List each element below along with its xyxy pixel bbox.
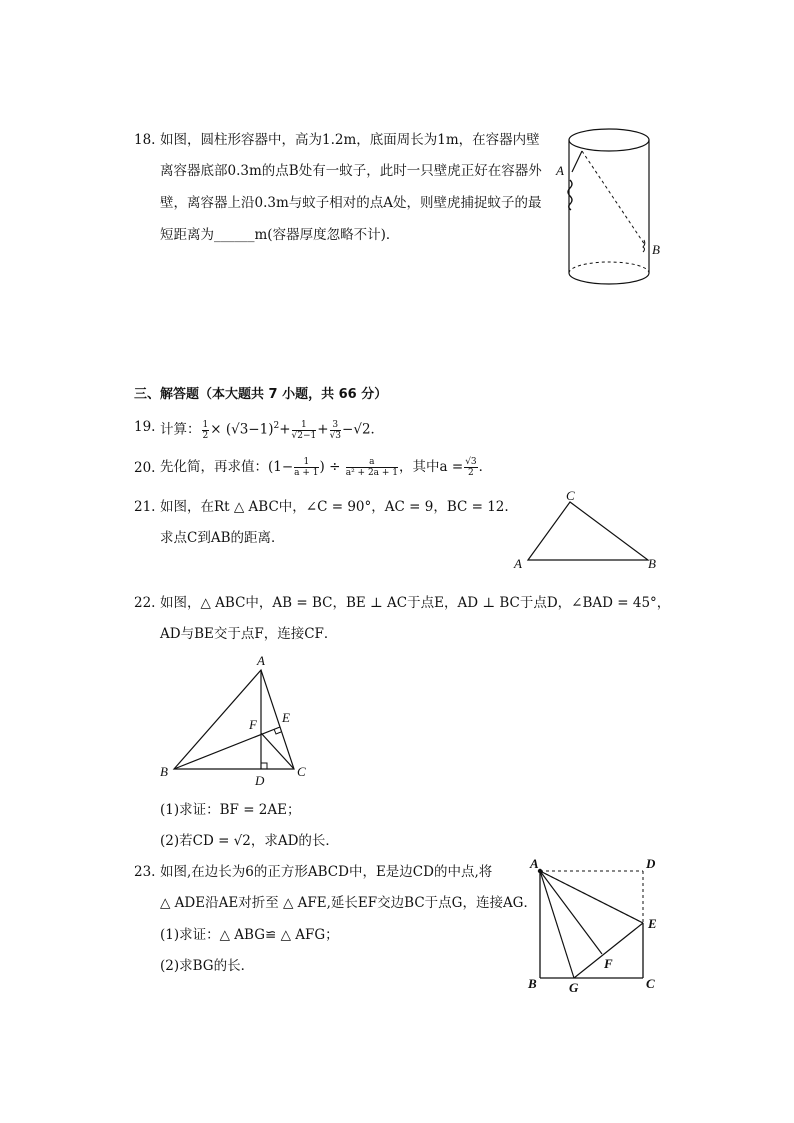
q19-expression [160,412,384,444]
q21-label-b: B [648,556,656,571]
q19-f2-den: √2−1 [291,430,317,441]
q20-f2-num: a [346,457,398,468]
q20-f3-num: √3 [465,457,477,467]
q23-label-c: C [646,976,655,991]
q23-label-d: D [646,856,656,871]
q19-f2-num: 1 [292,420,317,431]
q23-label-e: E [648,916,657,931]
q20-mid: ) ÷ [319,459,345,475]
q23-label-a: A [530,856,539,871]
q18-number: 18. [134,132,156,148]
q22-number: 22. [134,595,156,611]
q20-suffix: ，其中a = [399,459,464,475]
q18-line-2: 离容器底部0.3m的点B处有一蚊子，此时一只壁虎正好在容器外 [160,163,542,179]
q18-line-1: 如图，圆柱形容器中，高为1.2m，底面周长为1m，在容器内壁 [160,132,540,148]
q23-label-f: F [604,956,613,971]
q18-line-4: 短距离为______m(容器厚度忽略不计)． [160,227,400,243]
q22-label-f: F [249,717,257,732]
q19-number: 19. [134,419,156,435]
q23-line-1: 如图,在边长为6的正方形ABCD中，E是边CD的中点,将 [160,864,493,880]
q22-label-e: E [282,710,290,725]
q19-expr-a: × (√3−1) [210,421,274,438]
q22-label-c: C [297,764,306,779]
q19-f1-den: 2 [202,430,209,441]
q20-f3-den: 2 [468,468,474,478]
q21-label-c: C [566,488,575,503]
q22-label-b: B [160,764,168,779]
q22-label-d: D [255,773,265,788]
q19-exp: 2 [273,421,280,431]
q22-label-a: A [257,653,265,668]
q19-minus: −√2． [342,421,385,438]
q23-part-2: (2)求BG的长． [160,958,255,974]
q20-prefix: 先化简，再求值：(1− [160,459,294,475]
q22-part-1: (1)求证：BF = 2AE； [160,802,301,818]
q23-label-b: B [528,976,537,991]
q21-line-2: 求点C到AB的距离． [160,530,285,546]
q22-part-2: (2)若CD = √2，求AD的长． [160,833,339,849]
q19-plus-2: + [317,421,329,438]
q21-label-a: A [514,556,522,571]
cylinder-figure [548,120,668,295]
square-abcd-figure [518,850,668,995]
q21-number: 21. [134,499,156,515]
q19-f3-den: √3 [329,430,342,441]
q22-line-1: 如图，△ ABC中，AB = BC，BE ⊥ AC于点E，AD ⊥ BC于点D，∠BAD = 45°， [160,595,671,611]
triangle-abc-figure [510,488,665,573]
q20-f1-num: 1 [294,457,318,468]
q23-line-2: △ ADE沿AE对折至 △ AFE,延长EF交边BC于点G，连接AG． [160,895,537,911]
triangle-bef-figure [155,650,320,790]
q19-prefix: 计算： [160,421,201,438]
q23-number: 23. [134,864,156,880]
q20-expression [160,453,492,481]
q21-line-1: 如图，在Rt △ ABC中，∠C = 90°，AC = 9，BC = 12. [160,499,509,515]
q20-f1-den: a + 1 [294,468,319,478]
q18-label-b: B [652,242,660,257]
q18-line-3: 壁，离容器上沿0.3m与蚊子相对的点A处，则壁虎捕捉蚊子的最 [160,195,542,211]
q20-number: 20. [134,460,156,476]
q20-end: ． [478,459,493,475]
q20-f2-den: a² + 2a + 1 [345,468,399,478]
q18-label-a: A [556,163,564,178]
q23-label-g: G [569,980,579,995]
section-title: 三、解答题（本大题共 7 小题，共 66 分） [134,387,388,402]
q19-f3-num: 3 [330,420,341,431]
q19-f1-num: 1 [202,419,209,430]
q22-line-2: AD与BE交于点F，连接CF． [160,626,338,642]
q19-plus-1: + [279,421,291,438]
q23-part-1: (1)求证：△ ABG≌ △ AFG； [160,927,339,943]
